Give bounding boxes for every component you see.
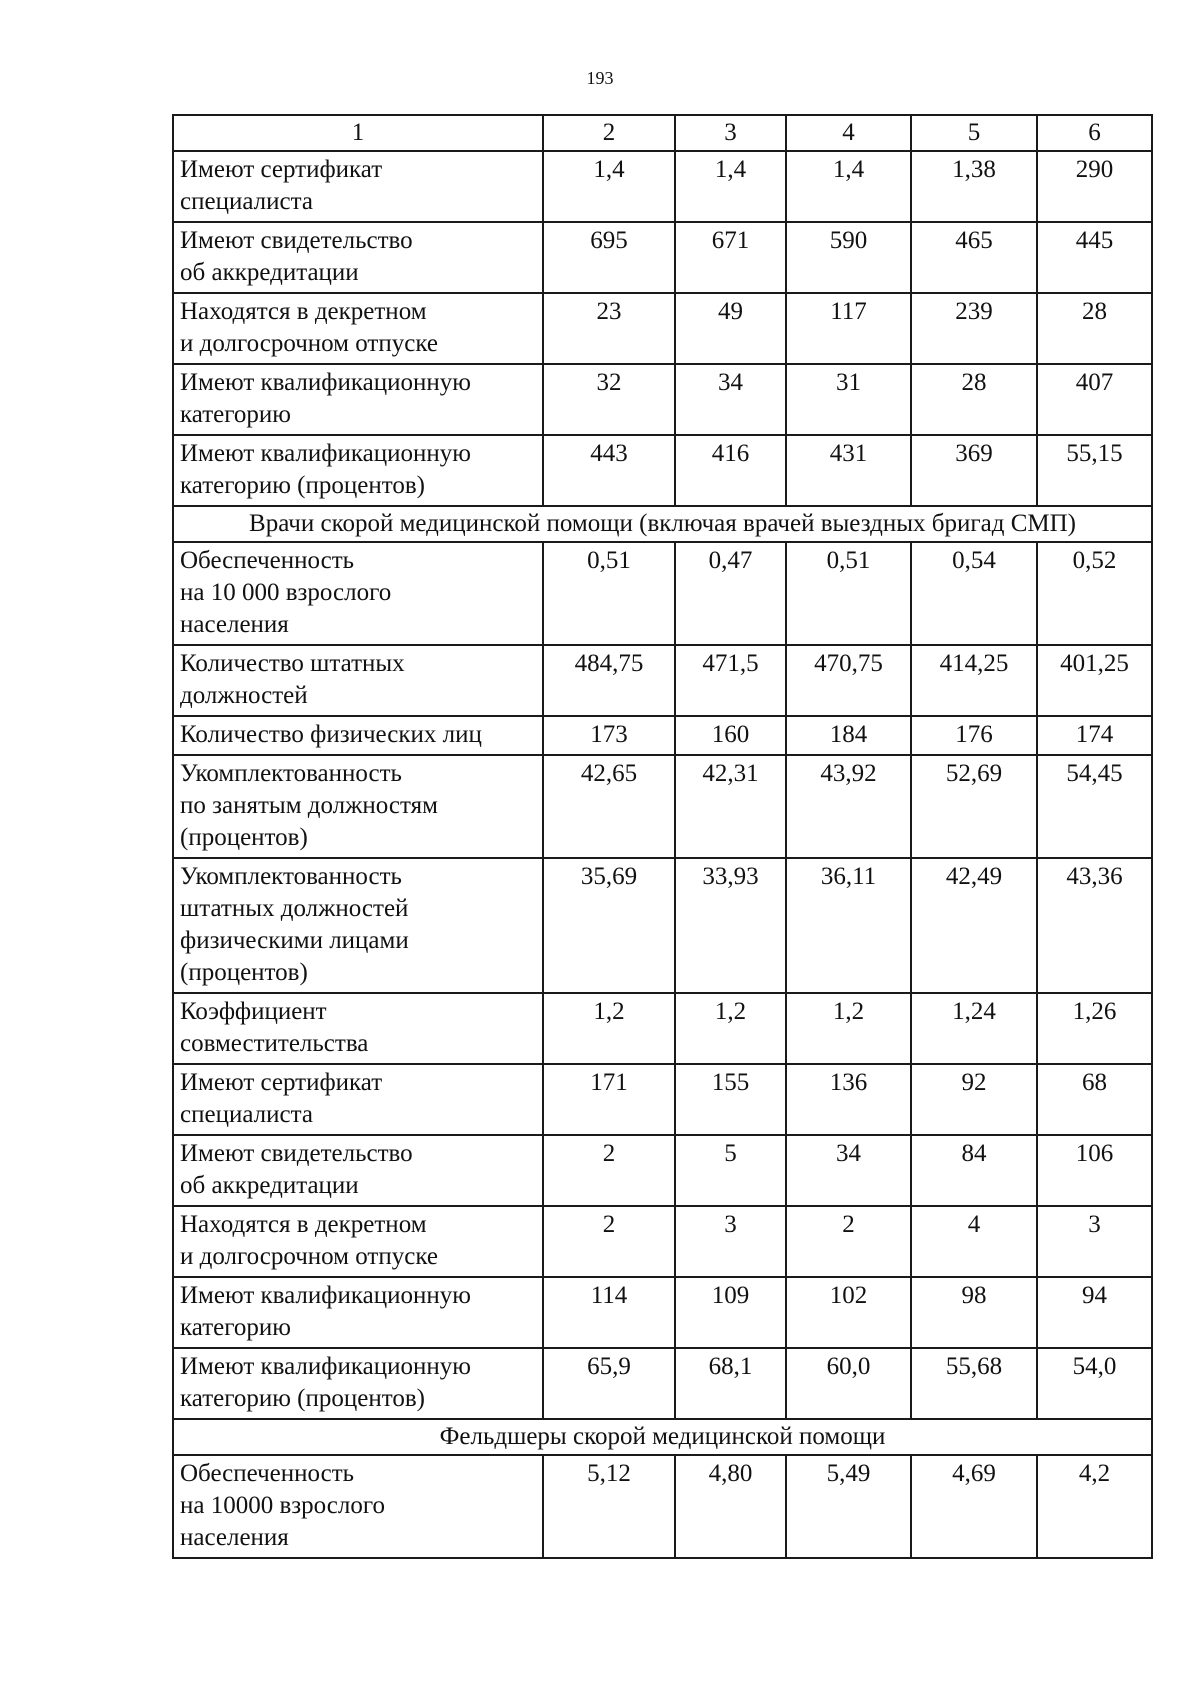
value-cell: 55,15 xyxy=(1037,435,1152,506)
row-label: Количество физических лиц xyxy=(173,716,543,755)
value-cell: 32 xyxy=(543,364,675,435)
row-label: Количество штатных должностей xyxy=(173,645,543,716)
row-label: Укомплектованность штатных должностей физическими лицами (процентов) xyxy=(173,858,543,993)
value-cell: 184 xyxy=(786,716,911,755)
value-cell: 136 xyxy=(786,1064,911,1135)
value-cell: 1,4 xyxy=(786,151,911,222)
column-number-cell: 5 xyxy=(911,115,1037,151)
value-cell: 160 xyxy=(675,716,786,755)
value-cell: 401,25 xyxy=(1037,645,1152,716)
table-row xyxy=(173,151,1152,222)
value-cell: 239 xyxy=(911,293,1037,364)
column-number-cell: 4 xyxy=(786,115,911,151)
value-cell: 2 xyxy=(543,1135,675,1206)
table-row xyxy=(173,1348,1152,1419)
value-cell: 465 xyxy=(911,222,1037,293)
column-number-row xyxy=(173,115,1152,151)
value-cell: 84 xyxy=(911,1135,1037,1206)
value-cell: 102 xyxy=(786,1277,911,1348)
section-header: Фельдшеры скорой медицинской помощи xyxy=(173,1419,1152,1455)
row-label: Имеют квалификационную категорию xyxy=(173,364,543,435)
table-row xyxy=(173,755,1152,858)
value-cell: 471,5 xyxy=(675,645,786,716)
row-label: Обеспеченность на 10000 взрослого населения xyxy=(173,1455,543,1558)
table-body xyxy=(173,115,1152,1558)
value-cell: 43,92 xyxy=(786,755,911,858)
value-cell: 34 xyxy=(786,1135,911,1206)
statistics-table xyxy=(172,114,1153,1559)
value-cell: 28 xyxy=(911,364,1037,435)
table-row xyxy=(173,435,1152,506)
value-cell: 55,68 xyxy=(911,1348,1037,1419)
value-cell: 94 xyxy=(1037,1277,1152,1348)
value-cell: 42,31 xyxy=(675,755,786,858)
value-cell: 92 xyxy=(911,1064,1037,1135)
value-cell: 31 xyxy=(786,364,911,435)
value-cell: 5 xyxy=(675,1135,786,1206)
row-label: Имеют свидетельство об аккредитации xyxy=(173,222,543,293)
row-label: Имеют свидетельство об аккредитации xyxy=(173,1135,543,1206)
value-cell: 443 xyxy=(543,435,675,506)
value-cell: 2 xyxy=(786,1206,911,1277)
table-row xyxy=(173,1135,1152,1206)
value-cell: 106 xyxy=(1037,1135,1152,1206)
value-cell: 42,49 xyxy=(911,858,1037,993)
value-cell: 173 xyxy=(543,716,675,755)
value-cell: 68 xyxy=(1037,1064,1152,1135)
table-row xyxy=(173,716,1152,755)
value-cell: 0,47 xyxy=(675,542,786,645)
value-cell: 5,12 xyxy=(543,1455,675,1558)
value-cell: 23 xyxy=(543,293,675,364)
value-cell: 35,69 xyxy=(543,858,675,993)
table-row xyxy=(173,542,1152,645)
row-label: Находятся в декретном и долгосрочном отпуске xyxy=(173,1206,543,1277)
section-header-row xyxy=(173,1419,1152,1455)
value-cell: 65,9 xyxy=(543,1348,675,1419)
page-number: 193 xyxy=(586,68,614,88)
value-cell: 0,51 xyxy=(786,542,911,645)
row-label: Имеют квалификационную категорию (процентов) xyxy=(173,435,543,506)
value-cell: 174 xyxy=(1037,716,1152,755)
value-cell: 3 xyxy=(1037,1206,1152,1277)
column-number-cell: 1 xyxy=(173,115,543,151)
value-cell: 1,4 xyxy=(675,151,786,222)
value-cell: 114 xyxy=(543,1277,675,1348)
value-cell: 1,2 xyxy=(675,993,786,1064)
value-cell: 0,54 xyxy=(911,542,1037,645)
value-cell: 416 xyxy=(675,435,786,506)
value-cell: 4,69 xyxy=(911,1455,1037,1558)
value-cell: 590 xyxy=(786,222,911,293)
value-cell: 109 xyxy=(675,1277,786,1348)
value-cell: 290 xyxy=(1037,151,1152,222)
row-label: Находятся в декретном и долгосрочном отпуске xyxy=(173,293,543,364)
value-cell: 695 xyxy=(543,222,675,293)
row-label: Обеспеченность на 10 000 взрослого населения xyxy=(173,542,543,645)
value-cell: 1,2 xyxy=(786,993,911,1064)
value-cell: 2 xyxy=(543,1206,675,1277)
value-cell: 1,26 xyxy=(1037,993,1152,1064)
value-cell: 68,1 xyxy=(675,1348,786,1419)
value-cell: 43,36 xyxy=(1037,858,1152,993)
value-cell: 4 xyxy=(911,1206,1037,1277)
value-cell: 52,69 xyxy=(911,755,1037,858)
value-cell: 34 xyxy=(675,364,786,435)
value-cell: 3 xyxy=(675,1206,786,1277)
value-cell: 1,38 xyxy=(911,151,1037,222)
table-row xyxy=(173,1064,1152,1135)
row-label: Имеют квалификационную категорию xyxy=(173,1277,543,1348)
value-cell: 484,75 xyxy=(543,645,675,716)
table-row xyxy=(173,364,1152,435)
column-number-cell: 2 xyxy=(543,115,675,151)
value-cell: 445 xyxy=(1037,222,1152,293)
value-cell: 414,25 xyxy=(911,645,1037,716)
table-row xyxy=(173,993,1152,1064)
table-row xyxy=(173,293,1152,364)
value-cell: 5,49 xyxy=(786,1455,911,1558)
row-label: Имеют квалификационную категорию (процентов) xyxy=(173,1348,543,1419)
value-cell: 4,2 xyxy=(1037,1455,1152,1558)
value-cell: 60,0 xyxy=(786,1348,911,1419)
column-number-cell: 6 xyxy=(1037,115,1152,151)
value-cell: 42,65 xyxy=(543,755,675,858)
table-row xyxy=(173,645,1152,716)
value-cell: 4,80 xyxy=(675,1455,786,1558)
table-row xyxy=(173,222,1152,293)
row-label: Имеют сертификат специалиста xyxy=(173,1064,543,1135)
value-cell: 54,45 xyxy=(1037,755,1152,858)
table-row xyxy=(173,858,1152,993)
value-cell: 1,4 xyxy=(543,151,675,222)
value-cell: 49 xyxy=(675,293,786,364)
value-cell: 0,52 xyxy=(1037,542,1152,645)
value-cell: 33,93 xyxy=(675,858,786,993)
table-row xyxy=(173,1277,1152,1348)
value-cell: 470,75 xyxy=(786,645,911,716)
value-cell: 1,2 xyxy=(543,993,675,1064)
value-cell: 369 xyxy=(911,435,1037,506)
table-row xyxy=(173,1206,1152,1277)
value-cell: 671 xyxy=(675,222,786,293)
row-label: Имеют сертификат специалиста xyxy=(173,151,543,222)
value-cell: 0,51 xyxy=(543,542,675,645)
section-header: Врачи скорой медицинской помощи (включая врачей выездных бригад СМП) xyxy=(173,506,1152,542)
value-cell: 117 xyxy=(786,293,911,364)
value-cell: 431 xyxy=(786,435,911,506)
value-cell: 98 xyxy=(911,1277,1037,1348)
value-cell: 155 xyxy=(675,1064,786,1135)
section-header-row xyxy=(173,506,1152,542)
column-number-cell: 3 xyxy=(675,115,786,151)
value-cell: 54,0 xyxy=(1037,1348,1152,1419)
table-row xyxy=(173,1455,1152,1558)
value-cell: 1,24 xyxy=(911,993,1037,1064)
row-label: Коэффициент совместительства xyxy=(173,993,543,1064)
value-cell: 36,11 xyxy=(786,858,911,993)
row-label: Укомплектованность по занятым должностям (процентов) xyxy=(173,755,543,858)
value-cell: 176 xyxy=(911,716,1037,755)
value-cell: 407 xyxy=(1037,364,1152,435)
value-cell: 28 xyxy=(1037,293,1152,364)
value-cell: 171 xyxy=(543,1064,675,1135)
